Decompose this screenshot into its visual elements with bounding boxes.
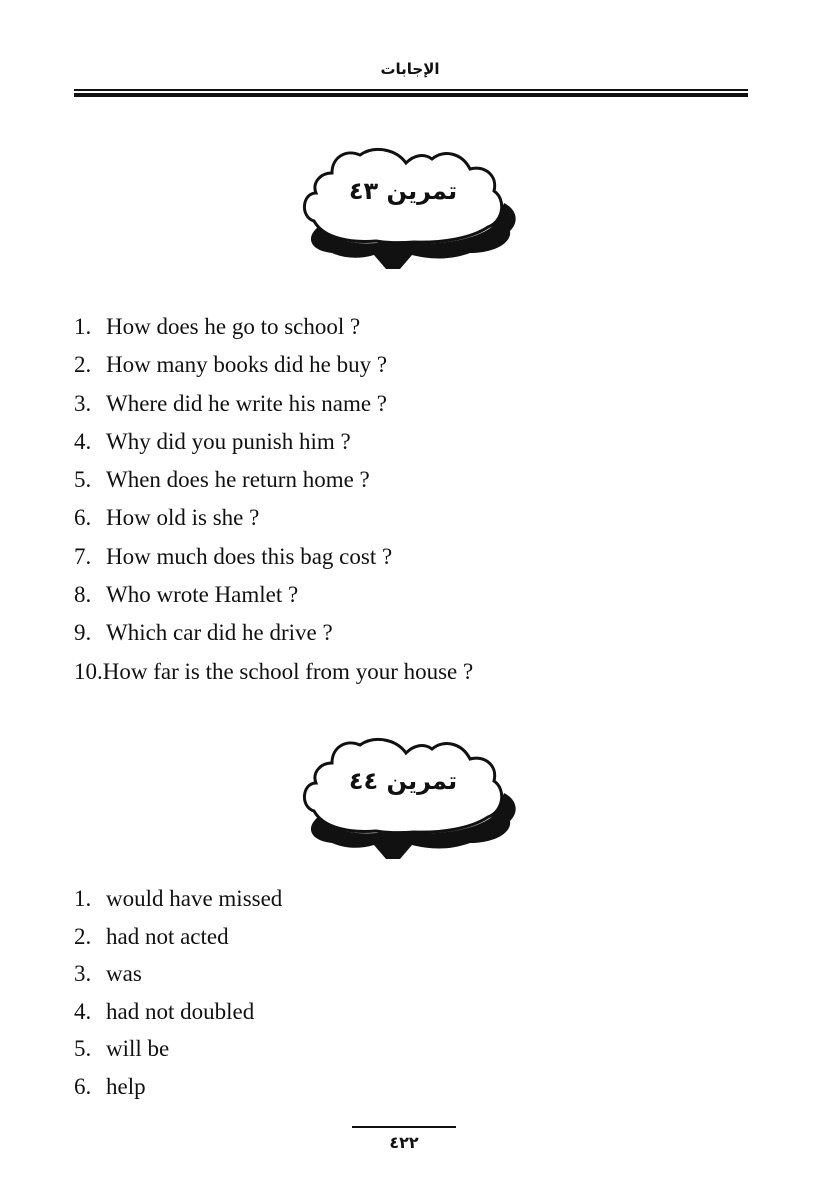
cloud-tree-icon — [298, 733, 518, 863]
item-text: was — [106, 961, 142, 987]
item-text: help — [106, 1073, 146, 1099]
item-text: had not acted — [106, 923, 229, 949]
item-number: 1. — [74, 314, 92, 339]
list-item — [74, 576, 473, 614]
item-number: 5. — [74, 467, 92, 493]
page-number: ٤٢٢ — [389, 1133, 419, 1152]
list-item — [74, 1068, 282, 1106]
item-number: 2. — [74, 923, 92, 949]
item-number: 3. — [74, 390, 92, 416]
list-item — [74, 461, 473, 499]
item-text: Why did you punish him ? — [106, 428, 351, 454]
item-text: How many books did he buy ? — [106, 352, 388, 378]
list-item — [74, 346, 473, 384]
list-item — [74, 653, 473, 691]
item-number: 7. — [74, 543, 92, 569]
header-rule-thick — [74, 93, 748, 97]
list-item — [74, 423, 473, 461]
item-number: 3. — [74, 961, 92, 987]
item-text: When does he return home ? — [106, 467, 370, 493]
list-item — [74, 614, 473, 652]
item-text: had not doubled — [106, 998, 255, 1024]
list-item — [74, 918, 282, 956]
item-number: 8. — [74, 582, 92, 608]
item-number: 4. — [74, 428, 92, 454]
list-item — [74, 993, 282, 1031]
item-text: would have missed — [106, 886, 283, 911]
item-number: 2. — [74, 352, 92, 378]
list-item — [74, 308, 473, 346]
list-item — [74, 499, 473, 537]
item-number: 9. — [74, 620, 92, 646]
item-text: will be — [106, 1036, 170, 1062]
list-item — [74, 880, 282, 918]
item-number: 6. — [74, 505, 92, 531]
footer-rule — [352, 1126, 456, 1128]
list-item — [74, 385, 473, 423]
item-number: 5. — [74, 1036, 92, 1062]
item-text: How much does this bag cost ? — [106, 543, 393, 569]
running-header: الإجابات — [380, 60, 440, 78]
exercise-43-answers — [74, 308, 473, 691]
item-text: How far is the school from your house ? — [102, 658, 474, 684]
item-text: How old is she ? — [106, 505, 260, 531]
list-item — [74, 955, 282, 993]
list-item — [74, 1030, 282, 1068]
exercise-44-badge — [298, 733, 518, 863]
item-number: 1. — [74, 886, 92, 911]
exercise-43-badge — [298, 143, 518, 273]
item-number: 10. — [74, 658, 103, 684]
exercise-43-title: تمرين ٤٣ — [348, 177, 458, 205]
cloud-tree-icon — [298, 143, 518, 273]
item-text: How does he go to school ? — [106, 314, 361, 339]
item-text: Where did he write his name ? — [106, 390, 387, 416]
exercise-44-title: تمرين ٤٤ — [348, 767, 458, 795]
exercise-44-answers — [74, 880, 282, 1106]
list-item — [74, 538, 473, 576]
header-rule-thin — [74, 89, 748, 91]
item-number: 6. — [74, 1073, 92, 1099]
item-text: Who wrote Hamlet ? — [106, 582, 299, 608]
item-number: 4. — [74, 998, 92, 1024]
item-text: Which car did he drive ? — [106, 620, 333, 646]
